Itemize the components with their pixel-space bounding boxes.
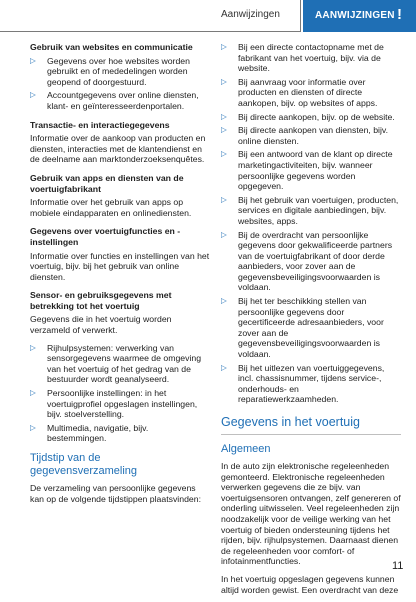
heading-sensor-data: Sensor- en gebruiksgegevens met betrekking tot het voertuig [30,290,172,311]
transaction-data-text: Informatie over de aankoop van producten en diensten, interacties met de klantendienst en de deelname aan marktonderzoeksenquêtes. [30,133,206,165]
triangle-bullet-icon: ▷ [221,362,227,372]
sensor-data-text: Gegevens die in het voertuig worden verzameld of verwerkt. [30,314,172,336]
triangle-bullet-icon: ▷ [30,422,36,432]
list-item: ▷ Bij een directe contactopname met de fabrikant van het voertuig, bijv. via de website. [221,42,384,74]
triangle-bullet-icon: ▷ [30,90,36,100]
list-item: ▷ Persoonlijke instellingen: in het voertuigprofiel opgeslagen instellingen, bijv. stoelverstelling. [30,388,198,420]
heading-transaction-data: Transactie- en interactiegegevens [30,119,170,130]
list-item: ▷ Rijhulpsystemen: verwerking van sensorgegevens waarmee de omgeving van het voertuig of het gedrag van de bestuurder wordt geanalyseerd. [30,342,202,385]
triangle-bullet-icon: ▷ [221,111,227,121]
triangle-bullet-icon: ▷ [30,342,36,352]
chapter-tab-label: AANWIJZINGEN [315,10,395,21]
triangle-bullet-icon: ▷ [221,194,227,204]
website-usage-list [30,56,210,112]
triangle-bullet-icon: ▷ [221,76,227,86]
list-item: ▷ Bij het uitlezen van voertuiggegevens, incl. chassisnummer, tijdens service-, onderhouds- en reparatiewerkzaamheden. [221,362,385,405]
triangle-bullet-icon: ▷ [30,55,36,65]
exclamation-icon: ! [397,6,403,23]
right-column [221,42,404,602]
section-rule [221,434,401,435]
triangle-bullet-icon: ▷ [221,149,227,159]
triangle-bullet-icon: ▷ [221,42,227,51]
list-item: ▷ Accountgegevens over online diensten, klant- en geïnteresseerdenportalen. [30,90,199,111]
triangle-bullet-icon: ▷ [221,296,227,306]
triangle-bullet-icon: ▷ [221,125,227,135]
list-item: ▷ Bij een antwoord van de klant op directe marketingactiviteiten, bijv. wanneer persoonlijke gegevens worden opgegeven. [221,149,393,192]
triangle-bullet-icon: ▷ [30,388,36,398]
list-item: ▷ Gegevens over hoe websites worden gebruikt en of mededelingen worden geopend of doorgestuurd. [30,55,190,87]
vehicle-functions-text: Informatie over functies en instellingen van het voertuig, bijv. bij het gebruik van online diensten. [30,250,210,282]
heading-website-usage: Gebruik van websites en communicatie [30,42,193,52]
collection-time-text: De verzameling van persoonlijke gegevens kan op de volgende tijdstippen plaatsvinden: [30,483,201,504]
list-item: ▷ Bij aanvraag voor informatie over producten en diensten of directe aankopen, bijv. op websites of apps. [221,76,378,108]
heading-collection-time: Tijdstip van de gegevensverzameling [30,452,138,477]
heading-vehicle-data: Gegevens in het voertuig [221,415,360,429]
header-rule [0,31,301,32]
page-number: 11 [392,560,404,572]
chapter-tab [303,0,416,32]
collection-moments-list [221,42,401,405]
triangle-bullet-icon: ▷ [221,229,227,239]
list-item: ▷ Bij het ter beschikking stellen van persoonlijke gegevens door gecertificeerde adresaanbieders, voor zover aan de gegevensbeveiligingsvoorwaarden is voldaan. [221,296,384,360]
heading-general: Algemeen [221,443,271,455]
heading-vehicle-functions: Gegevens over voertuigfuncties en -instellingen [30,226,181,247]
list-item: ▷ Bij de overdracht van persoonlijke gegevens door gekwalificeerde partners van de voertuigfabrikant of door derde aanbieders, voor zover aan de gegevensbeveiligingsvoorwaarden is voldaan. [221,229,393,293]
list-item: ▷ Bij directe aankopen, bijv. op de website. [221,111,395,122]
list-item: ▷ Multimedia, navigatie, bijv. bestemmingen. [30,422,149,444]
heading-app-usage: Gebruik van apps en diensten van de voertuigfabrikant [30,172,184,194]
sensor-data-list [30,343,210,444]
general-text-1: In de auto zijn elektronische regeleenheden gemonteerd. Elektronische regeleenheden verwerken gegevens die ze bijv. van voertuigsensoren ontvangen, zelf genereren of onderling uitwisselen. Veel regeleenheden zijn noodzakelijk voor de veilige werking van het voertuig of bieden ondersteuning tijdens het rijden, bijv. rijhulpsystemen. Daarnaast dienen de regeleenheden voor comfort- of infotainmentfuncties. [221,461,401,567]
section-title: Aanwijzingen [221,9,280,20]
page-header [0,0,416,38]
general-text-2: In het voertuig opgeslagen gegevens kunnen altijd worden gewist. Een overdracht van deze [221,573,399,595]
left-column [30,42,210,511]
list-item: ▷ Bij directe aankopen van diensten, bijv. online diensten. [221,125,389,146]
header-divider [300,0,301,32]
app-usage-text: Informatie over het gebruik van apps op mobiele eindapparaten en onlinediensten. [30,197,192,218]
list-item: ▷ Bij het gebruik van voertuigen, producten, services en digitale aanbiedingen, bijv. websites, apps. [221,194,399,226]
